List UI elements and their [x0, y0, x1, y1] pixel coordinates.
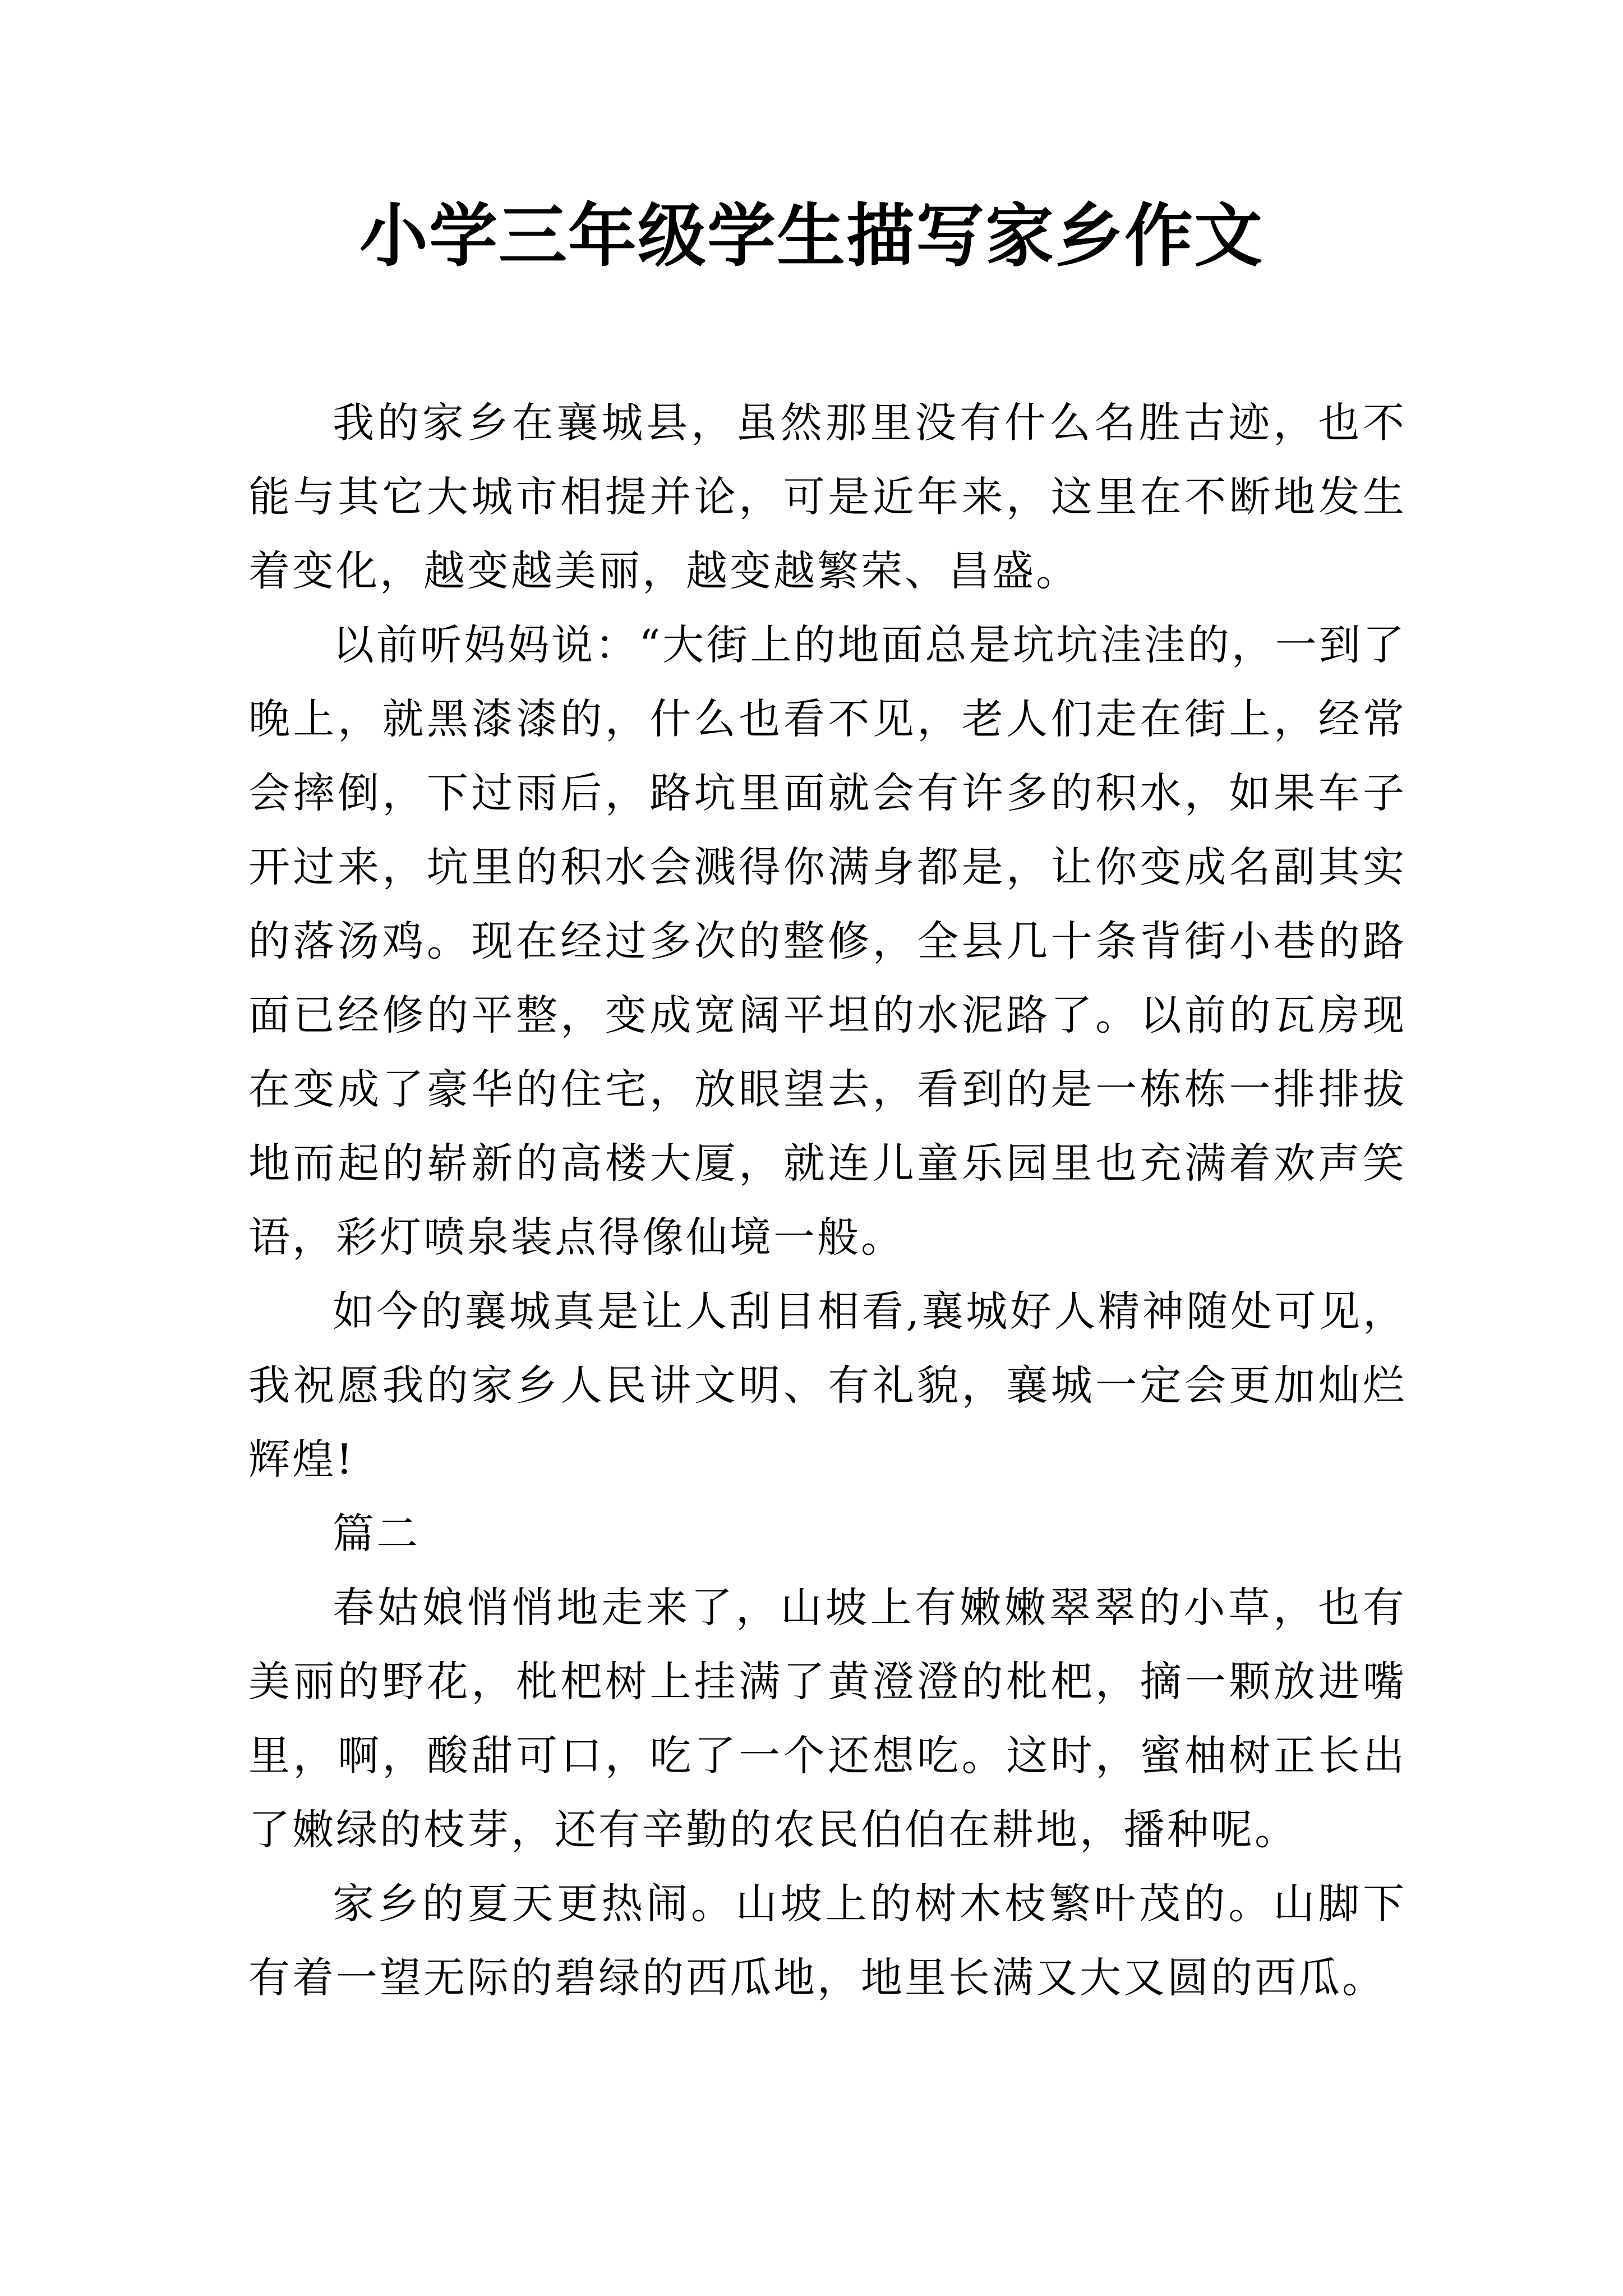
- paragraph-2: 以前听妈妈说：“大街上的地面总是坑坑洼洼的，一到了晚上，就黑漆漆的，什么也看不见，老人们走在街上，经常会摔倒，下过雨后，路坑里面就会有许多的积水，如果车子开过来，坑里的积水会溅得你满身都是，让你变成名副其实的落汤鸡。现在经过多次的整修，全县几十条背街小巷的路面已经修的平整，变成宽阔平坦的水泥路了。以前的瓦房现在变成了豪华的住宅，放眼望去，看到的是一栋栋一排排拔地而起的崭新的高楼大厦，就连儿童乐园里也充满着欢声笑语，彩灯喷泉装点得像仙境一般。: [248, 621, 1407, 1262]
- paragraph-4: 春姑娘悄悄地走来了，山坡上有嫩嫩翠翠的小草，也有美丽的野花，枇杷树上挂满了黄澄澄的枇杷，摘一颗放进嘴里，啊，酸甜可口，吃了一个还想吃。这时，蜜柚树正长出了嫩绿的枝芽，还有辛勤的农民伯伯在耕地，播种呢。: [248, 1584, 1407, 1854]
- section-heading-part-two: 篇二: [333, 1510, 420, 1558]
- paragraph-3: 如今的襄城真是让人刮目相看,襄城好人精神随处可见，我祝愿我的家乡人民讲文明、有礼貌，襄城一定会更加灿烂辉煌!: [248, 1287, 1407, 1484]
- document-title: 小学三年级学生描写家乡作文: [359, 195, 1264, 276]
- paragraph-5: 家乡的夏天更热闹。山坡上的树木枝繁叶茂的。山脚下有着一望无际的碧绿的西瓜地，地里长满又大又圆的西瓜。: [248, 1880, 1407, 2002]
- paragraph-1: 我的家乡在襄城县，虽然那里没有什么名胜古迹，也不能与其它大城市相提并论，可是近年来，这里在不断地发生着变化，越变越美丽，越变越繁荣、昌盛。: [248, 399, 1407, 595]
- document-body: [248, 386, 1407, 2015]
